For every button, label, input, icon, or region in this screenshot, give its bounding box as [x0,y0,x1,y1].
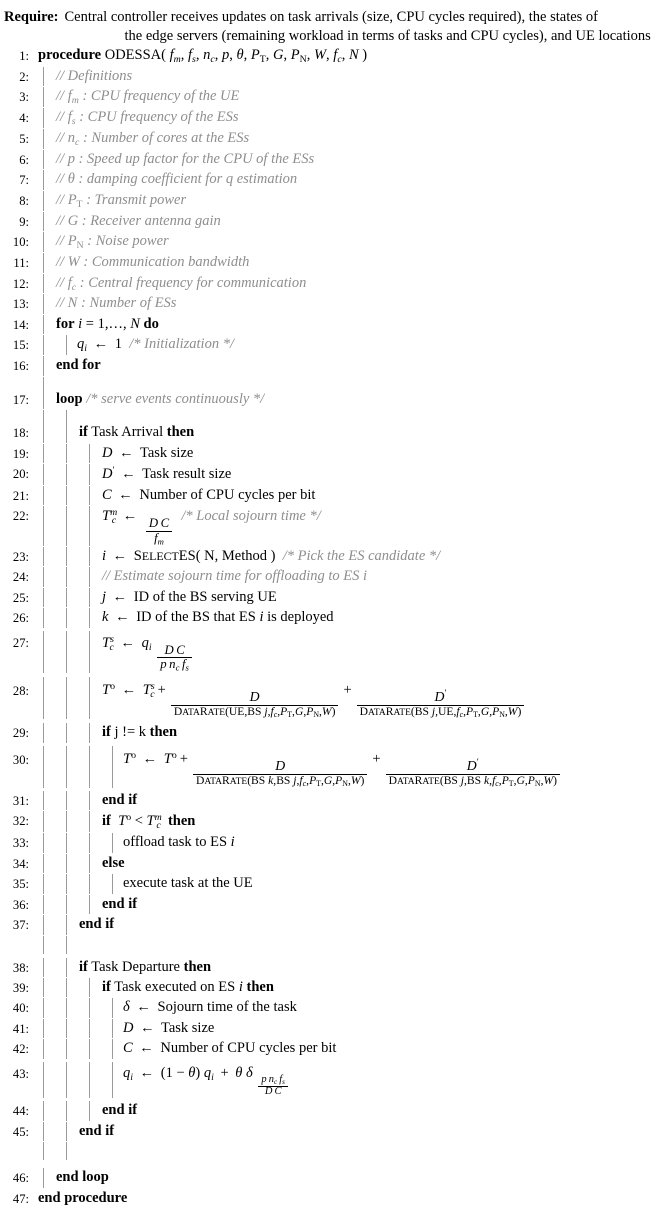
comment-def-PT: // PT : Transmit power [56,191,187,210]
algo-line-4 [0,108,660,129]
algo-line-36 [0,895,660,915]
algo-line-10 [0,232,660,253]
algo-line-24 [0,567,660,587]
comment-def-PN: // PN : Noise power [56,233,169,251]
comment-def-W: // W : Communication bandwidth [56,254,250,271]
algo-line-18 [0,423,660,443]
keyword-procedure: procedure [38,46,102,63]
algo-line-46 [0,1168,660,1188]
procedure-args: ( $f_m$, $f_s$, $n_c$, p, θ, PT, G, PN, W, $f_c$, N ) [161,46,368,65]
algo-line-20 [0,464,660,486]
line-number: 22: [12,508,29,523]
assign-j: j ← ID of the BS serving UE [102,588,277,605]
assign-delta: δ ← Sojourn time of the task [123,999,297,1016]
require-block [0,6,660,46]
indent-guide [43,423,44,442]
line-number: 37: [12,918,29,933]
comment-def-fc: // $f_c$ : Central frequency for communication [56,274,307,293]
algo-line-12 [0,274,660,295]
line-number: 43: [12,1066,29,1081]
end-if: end if [102,791,138,808]
if-j-neq-k: if j != k then [102,724,178,741]
line-number: 33: [12,836,29,851]
algo-line-21 [0,486,660,506]
assign-Tcm: $T^m_c$ ← $\frac{\text{D C}}{f_m}$ /* Local sojourn time */ [102,506,321,546]
end-if: end if [102,1102,138,1119]
line-number: 40: [12,1001,29,1016]
line-number: 41: [12,1021,29,1036]
algo-line-34 [0,854,660,874]
comment-def-fm: // $f_m$ : CPU frequency of the UE [56,88,240,106]
algo-line-25 [0,588,660,608]
end-if: end if [102,895,138,912]
end-loop: end loop [56,1169,109,1186]
loop-statement: loop /* serve events continuously */ [56,390,265,407]
procedure-name: ODESSA [104,46,162,63]
indent-guide [66,936,67,954]
require-text [65,8,656,46]
line-number-blank [0,1142,34,1144]
assign-To: $T^o$ ← $T^s_c$ + $\frac{D}{DATARATE(UE,BS j,f_c,PT,G,PN,W)}$ + $\frac{D'}{DATARATE(BS j,UE,f_c,PT,G,PN,W)}$ [90,677,526,719]
line-number: 21: [12,488,29,503]
line-number: 18: [12,426,29,441]
line-number: 11: [13,256,29,271]
algo-line-33 [0,833,660,853]
line-number: 25: [12,590,29,605]
end-procedure: end procedure [38,1189,128,1206]
comment-def-p: // p : Speed up factor for the CPU of the ESs [56,150,315,167]
algo-line-16 [0,356,660,376]
algo-line-35 [0,874,660,894]
require-label: Require: [4,9,59,25]
line-number: 24: [12,570,29,585]
line-number: 46: [12,1171,29,1186]
line-number: 44: [12,1104,29,1119]
line-number: 6: [19,152,29,167]
algo-line-45 [0,1122,660,1142]
algo-line-19 [0,444,660,464]
comment-def-N: // N : Number of ESs [56,295,177,312]
line-number: 3: [19,90,29,105]
algo-line-38 [0,958,660,978]
assign-Dprime: D′ ← Task result size [102,464,232,483]
line-number: 2: [19,69,29,84]
line-number: 28: [12,683,29,698]
blank-row [0,936,660,958]
algo-line-47 [0,1189,660,1209]
require-line-2: the edge servers (remaining workload in terms of tasks and CPU cycles), and UE locations [124,27,651,44]
assign-k: k ← ID of the BS that ES i is deployed [102,609,334,626]
line-number: 36: [12,897,29,912]
assign-D: D ← Task size [102,444,194,461]
algo-line-29 [0,723,660,743]
comment-def-nc: // $n_c$ : Number of cores at the ESs [56,129,250,148]
line-number: 9: [19,214,29,229]
blank-row [0,1142,660,1168]
function-datarate: DATARATE [173,704,226,718]
init-assignment: $q_i$ ← 1 /* Initialization */ [77,336,234,355]
line-number-blank [0,410,34,412]
line-number: 8: [19,193,29,208]
line-number: 13: [12,297,29,312]
algo-line-44 [0,1101,660,1121]
line-number: 7: [19,173,29,188]
algo-line-41 [0,1019,660,1039]
function-datarate: DATARATE [195,773,248,787]
assign-C: C ← Number of CPU cycles per bit [102,486,316,503]
line-number: 35: [12,877,29,892]
algo-line-42 [0,1039,660,1059]
comment-estimate: // Estimate sojourn time for offloading to ES i [102,568,368,585]
algo-line-8 [0,191,660,212]
algo-line-26 [0,608,660,628]
function-datarate: DATARATE [359,704,411,718]
algo-line-22 [0,506,660,547]
assign-C2: C ← Number of CPU cycles per bit [123,1040,337,1057]
algo-line-27 [0,631,660,674]
assign-selectes: i ← SELECTES( N, Method ) /* Pick the ES candidate */ [102,548,441,564]
algo-line-17 [0,390,660,410]
algo-line-14 [0,315,660,335]
algo-line-5 [0,129,660,150]
line-number: 34: [12,856,29,871]
algo-line-23 [0,547,660,567]
indent-guide [43,335,44,355]
algo-line-6 [0,150,660,170]
execute-task-ue: execute task at the UE [123,875,253,892]
function-datarate: DATARATE [388,773,440,787]
algo-line-7 [0,170,660,190]
end-if: end if [79,916,115,933]
line-number: 17: [12,392,29,407]
line-number: 12: [12,276,29,291]
line-number: 38: [12,960,29,975]
line-number: 15: [12,338,29,353]
line-number: 45: [12,1124,29,1139]
line-number: 32: [12,814,29,829]
else-keyword: else [102,854,125,871]
line-number: 5: [19,131,29,146]
algo-line-43 [0,1062,660,1100]
line-number: 42: [12,1042,29,1057]
function-selectes: SELECTES [133,548,196,564]
algo-line-2 [0,67,660,87]
line-number: 20: [12,466,29,481]
line-number: 31: [12,793,29,808]
line-number: 16: [12,359,29,374]
if-task-arrival: if Task Arrival then [79,424,195,441]
algo-line-40 [0,998,660,1018]
algo-line-30 [0,746,660,789]
line-number: 19: [12,446,29,461]
assign-To-2: $T^o$ ← $T^o$ + $\frac{D}{DATARATE(BS k,BS j,f_c,PT,G,PN,W)}$ + $\frac{D'}{DATARATE(BS j,BS k,f_c,PT,G,PN,W)}$ [113,746,562,788]
line-number-blank [0,936,34,938]
assign-D2: D ← Task size [123,1019,215,1036]
line-number-blank [0,377,34,379]
algo-line-13 [0,294,660,314]
end-for: end for [56,357,101,374]
algo-line-39 [0,978,660,998]
comment-def-theta: // θ : damping coefficient for q estimation [56,171,298,188]
if-To-lt-Tcm: if $T^o < T^m_c$ then [102,812,196,832]
algo-line-1 [0,46,660,67]
blank-row [0,410,660,423]
update-qi: $q_i$ ← (1 − θ) $q_i + \theta$ δ $\frac{p n_c f_s}{\text{D C}}$ [113,1062,290,1099]
algo-line-28 [0,677,660,720]
line-number: 29: [12,726,29,741]
assign-Tcs: $T^s_c$ ← $q_i$ $\frac{\text{D C}}{p n_c f_s}$ [90,631,194,673]
require-line-1: Central controller receives updates on task arrivals (size, CPU cycles required), the states of [64,9,599,25]
line-number: 47: [12,1191,29,1206]
comment-def-G: // G : Receiver antenna gain [56,212,221,229]
algo-line-31 [0,791,660,811]
line-number: 4: [19,111,29,126]
line-number: 14: [12,317,29,332]
algo-line-3 [0,87,660,108]
algo-line-37 [0,915,660,935]
line-number: 39: [12,981,29,995]
line-number: 30: [12,752,29,767]
line-number: 10: [12,235,29,250]
line-number: 1: [19,48,29,63]
indent-guide [66,1142,67,1160]
line-number: 26: [12,611,29,626]
if-task-executed: if Task executed on ES i then [102,979,274,995]
algo-line-9 [0,212,660,232]
if-task-departure: if Task Departure then [79,958,212,975]
algo-line-11 [0,253,660,273]
comment-definitions: // Definitions [56,67,133,84]
offload-task: offload task to ES i [123,834,235,851]
end-if: end if [79,1122,115,1139]
line-number: 23: [12,550,29,564]
algo-line-15 [0,335,660,356]
blank-row [0,377,660,390]
for-statement: for i = 1,…, N do [56,315,159,332]
algo-line-32 [0,811,660,833]
line-number: 27: [12,635,29,650]
comment-def-fs: // $f_s$ : CPU frequency of the ESs [56,109,239,127]
